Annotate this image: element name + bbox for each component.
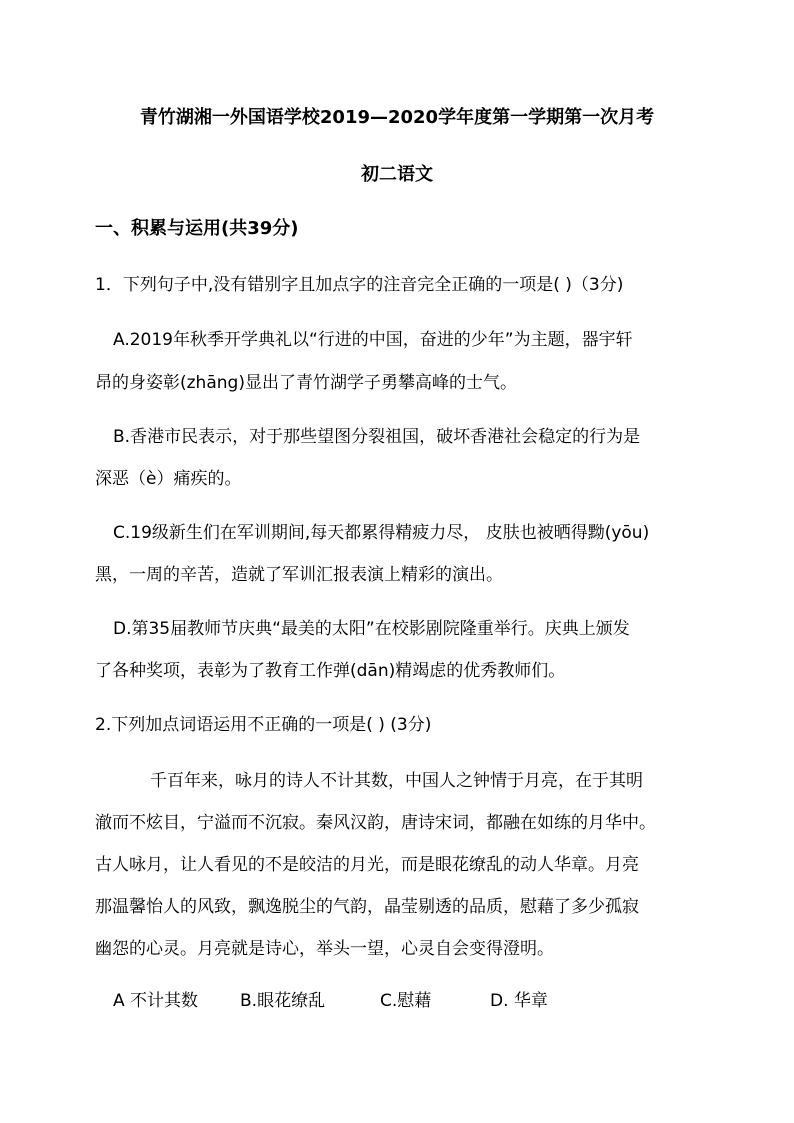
q2-option-a: A 不计其数 [113, 991, 199, 1011]
passage-line-5: 幽怨的心灵。月亮就是诗心，举头一望，心灵自会变得澄明。 [95, 939, 554, 959]
passage-line-2: 澈而不炫目，宁溢而不沉寂。秦风汉韵，唐诗宋词，都融在如练的月华中。 [95, 813, 656, 833]
q1-option-c-line2: 黑，一周的辛苦，造就了军训汇报表演上精彩的演出。 [95, 565, 503, 585]
q2-option-c: C.慰藉 [380, 991, 432, 1011]
q1-option-d-line2: 了各种奖项，表彰为了教育工作弹(dān)精竭虑的优秀教师们。 [95, 661, 566, 681]
section-heading: 一、积累与运用(共39分) [95, 218, 299, 239]
passage-line-4: 那温馨怡人的风致，飘逸脱尘的气韵，晶莹剔透的品质，慰藉了多少孤寂 [95, 897, 639, 917]
passage-line-3: 古人咏月，让人看见的不是皎洁的月光，而是眼花缭乱的动人华章。月亮 [95, 855, 639, 875]
q1-option-c-line1: C.19级新生们在军训期间,每天都累得精疲力尽， 皮肤也被晒得黝(yōu) [113, 523, 650, 543]
passage-line-1: 千百年来，咏月的诗人不计其数，中国人之钟情于月亮，在于其明 [150, 771, 643, 791]
q1-option-b-line1: B.香港市民表示，对于那些望图分裂祖国，破坏香港社会稳定的行为是 [113, 427, 641, 447]
q1-option-a-line2: 昂的身姿彰(zhāng)显出了青竹湖学子勇攀高峰的士气。 [95, 373, 517, 393]
exam-subject: 初二语文 [361, 164, 433, 185]
q2-option-b: B.眼花缭乱 [240, 991, 326, 1011]
q2-option-d: D. 华章 [490, 991, 548, 1011]
q1-option-b-line2: 深恶（è）痛疾的。 [95, 469, 242, 489]
question-2-stem: 2.下列加点词语运用不正确的一项是( ) (3分) [95, 715, 432, 735]
q1-option-a-line1: A.2019年秋季开学典礼以“行进的中国，奋进的少年”为主题，器宇轩 [113, 330, 633, 350]
q1-option-d-line1: D.第35届教师节庆典“最美的太阳”在校影剧院隆重举行。庆典上颁发 [113, 619, 630, 639]
question-1-stem: 1．下列句子中,没有错别字且加点字的注音完全正确的一项是( )（3分) [95, 275, 624, 295]
exam-title: 青竹湖湘一外国语学校2019—2020学年度第一学期第一次月考 [139, 107, 655, 128]
